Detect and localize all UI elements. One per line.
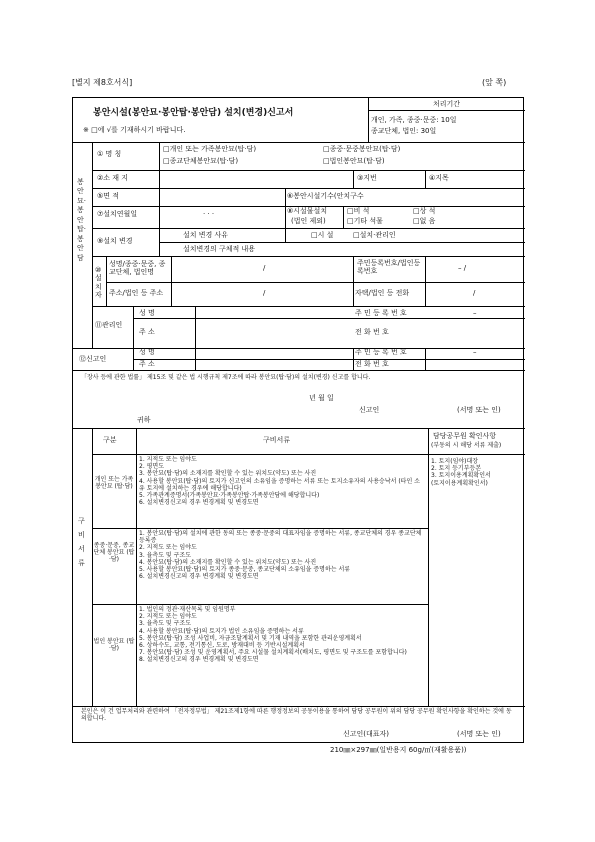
check-item: (토지이용계획확인서) [431, 479, 488, 487]
doc-item: 2. 지적도 또는 임야도 [139, 544, 197, 552]
doc-type-religious: 종중·문중, 종교단체 봉안묘 (탑·담) [93, 542, 135, 564]
founder-rrn-label: 주민등록번호/법인등록번호 [357, 259, 421, 276]
doc-item: 6. 설치변경신고의 경우 변경계획 및 변경도면 [139, 573, 259, 581]
doc-item: 1. 봉안묘(탑·담)의 설치에 관한 동의 또는 종중·문중의 대표자임을 증명하는 서류, 종교단체의 경우 종교단체등록증 [139, 530, 422, 545]
doc-item: 5. 사용할 봉안묘(탑·담)의 토지가 종중·문중, 종교단체의 소유임을 증명하는 서류 [139, 565, 351, 573]
change-kind-facility[interactable]: □시 설 [311, 231, 334, 239]
manager-rrn-value[interactable]: – [473, 309, 477, 317]
doc-items-religious [139, 530, 425, 580]
type-option-clan[interactable]: □종중·문중봉안묘(탑·담) [323, 145, 401, 153]
change-reason-label: 설치 변경 사유 [183, 231, 229, 239]
type-option-corporate[interactable]: □법인봉안묘(탑·담) [323, 157, 385, 165]
install-date-value[interactable]: · · · [203, 210, 215, 218]
founder-address-label: 주소/법인 등 주소 [109, 289, 164, 297]
doc-type-personal: 개인 또는 가족 봉안묘 (탑·담) [94, 476, 134, 491]
doc-items-personal [139, 456, 425, 506]
doc-item: 3. 율측도 및 구조도 [139, 620, 192, 628]
form-number: [별지 제8호서식] [72, 78, 133, 87]
docs-header-check: 담당공무원 확인사항 [433, 432, 497, 440]
doc-item: 3. 봉안묘(탑·담)의 소재지를 확인할 수 있는 위치도(약도) 또는 사진 [139, 470, 317, 478]
check-item: 2. 토지 등기부등본 [431, 465, 482, 473]
doc-item: 4. 사용할 봉안묘(탑·담)의 토지가 신고인의 소유임을 증명하는 서류 또는 토지소유자의 사용승낙서 (타인 소유 토지에 설치하는 경우에 해당합니다) [139, 477, 420, 492]
declaration-signer: 신고인 [359, 406, 380, 414]
check-item: 1. 토지(임야)대장 [431, 458, 479, 465]
check-items [431, 458, 523, 487]
manager-address-label: 주 소 [139, 328, 155, 336]
declaration-text: 「장사 등에 관한 법률」 제15조 및 같은 법 시행규칙 제7조에 따라 봉안묘(탑·담)의 설치(변경) 신고를 합니다. [81, 374, 371, 381]
consent-signer: 신고인(대표자) [343, 730, 390, 738]
applicant-group-label: ⑫신고인 [79, 355, 107, 363]
instruction-note: ※ □에 √를 기재하시기 바랍니다. [83, 126, 186, 134]
consent-sign[interactable]: (서명 또는 인) [457, 730, 501, 738]
doc-item: 6. 설치변경신고의 경우 변경계획 및 변경도면 [139, 499, 259, 507]
declaration-sign[interactable]: (서명 또는 인) [457, 406, 501, 414]
paper-spec: 210㎜×297㎜(일반용지 60g/㎡(재활용품)) [330, 746, 467, 754]
doc-item: 3. 율측도 및 구조도 [139, 551, 192, 559]
land-category-label: ④지목 [429, 174, 449, 182]
period-line2: 종교단체, 법인: 30일 [371, 127, 437, 135]
founder-name-value[interactable]: / [263, 264, 266, 272]
lot-label: ③지번 [357, 174, 377, 182]
declaration-date[interactable]: 년 월 일 [309, 394, 334, 402]
change-kind-manager[interactable]: □설치·관리인 [353, 231, 396, 239]
doc-item: 6. 상하수도, 교통, 전기통신, 도로, 방재대비 등 기반시설계획서 [139, 641, 305, 649]
structure-label: ⑧시설물설치 [287, 207, 328, 215]
manager-group-label: ⑪관리인 [95, 321, 123, 329]
doc-item: 5. 가족관계증명서(가족봉안묘·가족봉안탑·가족봉안담에 해당합니다) [139, 491, 320, 499]
docs-header-docs: 구비서류 [263, 436, 291, 444]
founder-address-value[interactable]: / [263, 289, 266, 297]
consent-text: 본인은 이 건 업무처리와 관련하여 「전자정부법」 제21조제1항에 따른 행정정보의 공동이용을 통하여 담당 공무원이 위의 담당 공무원 확인사항을 확인하는 것에 동의합니다. [81, 708, 512, 723]
form-title: 봉안시설(봉안묘·봉안탑·봉안담) 설치(변경)신고서 [93, 108, 294, 118]
doc-item: 7. 봉안묘(탑·담) 조성 및 운영계획서, 주요 시설물 설치계획서(배치도, 평면도 및 구조도를 포함합니다) [139, 649, 407, 657]
structure-label-2: (법인 제외) [291, 217, 326, 225]
founder-phone-value[interactable]: / [473, 289, 476, 297]
doc-item: 5. 봉안묘(탑·담) 조성 사업비, 자금조달계획서 및 기재 내역을 포함한 관리운영계획서 [139, 634, 362, 642]
install-date-label: ⑦설치연월일 [97, 210, 138, 218]
area-label: ⑤면 적 [97, 192, 120, 200]
stone-option-none[interactable]: □없 음 [413, 217, 436, 225]
manager-phone-label: 전 화 번 호 [355, 328, 389, 336]
stone-option-tomb[interactable]: □비 석 [347, 207, 370, 215]
doc-items-corporate [139, 606, 425, 664]
doc-item: 2. 지적도 또는 임야도 [139, 613, 197, 621]
change-detail-label: 설치변경의 구체적 내용 [183, 245, 256, 253]
declaration-recipient: 귀하 [137, 416, 151, 424]
period-label: 처리기간 [432, 100, 461, 108]
doc-item: 4. 사용할 봉안묘(탑·담)의 토지가 법인 소유임을 증명하는 서류 [139, 627, 304, 635]
docs-header-check2: (부동의 시 해당 서류 제출) [431, 442, 502, 449]
type-option-personal[interactable]: □개인 또는 가족봉안묘(탑·담) [163, 145, 257, 153]
manager-rrn-label: 주 민 등 록 번 호 [355, 309, 407, 317]
applicant-address-label: 주 소 [139, 360, 155, 368]
name-label: ① 명 칭 [97, 150, 122, 158]
applicant-phone-label: 전 화 번 호 [355, 360, 389, 368]
applicant-rrn-label: 주 민 등 록 번 호 [355, 348, 407, 356]
check-item: 3. 토지이용계획확인서 [431, 472, 491, 480]
founder-phone-label: 자택/법인 등 전화 [355, 289, 410, 297]
application-form [72, 97, 524, 743]
change-label: ⑨설치 변경 [97, 237, 133, 245]
location-label: ②소 재 지 [97, 174, 129, 182]
facility-group-label: 봉안묘·봉안탑·봉안담 [77, 178, 86, 262]
stone-option-table[interactable]: □상 석 [413, 207, 436, 215]
doc-item: 8. 설치변경신고의 경우 변경계획 및 변경도면 [139, 656, 259, 664]
founder-rrn-value[interactable]: – / [458, 264, 467, 272]
doc-item: 4. 봉안묘(탑·담)의 소재지를 확인할 수 있는 위치도(약도) 또는 사진 [139, 558, 317, 566]
period-line1: 개인, 가족, 종중·문중: 10일 [371, 116, 457, 124]
stone-option-other[interactable]: □기타 석물 [347, 217, 383, 225]
page-side: (앞 쪽) [482, 78, 507, 87]
applicant-rrn-value[interactable]: – [473, 348, 477, 356]
docs-header-type: 구분 [103, 436, 117, 444]
manager-name-label: 성 명 [139, 309, 155, 317]
docs-side-label: 구 비 서 류 [78, 517, 85, 567]
applicant-name-label: 성 명 [139, 348, 155, 356]
founder-name-label: 성명/종중·문중, 종교단체, 법인명 [109, 260, 166, 277]
units-label: ⑥봉안시설기수(안치구수 [287, 192, 364, 200]
doc-item: 2. 평면도 [139, 463, 165, 471]
type-option-religious[interactable]: □종교단체봉안묘(탑·담) [163, 157, 239, 165]
doc-type-corporate: 법인 봉안묘 (탑·담) [93, 638, 135, 653]
doc-item: 1. 지적도 또는 임야도 [139, 456, 197, 463]
founder-group-label: ⑩설치자 [95, 266, 102, 300]
doc-item: 1. 법인의 정관·재산목록 및 임원명부 [139, 606, 236, 613]
